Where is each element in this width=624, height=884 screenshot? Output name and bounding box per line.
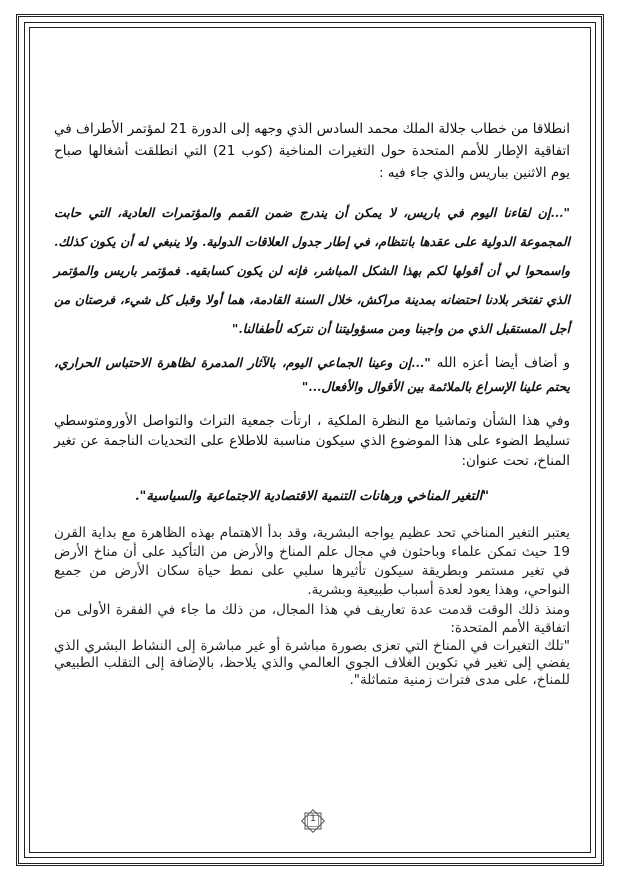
- added-prefix: و أضاف أيضا أعزه الله: [430, 355, 570, 371]
- context-paragraph: وفي هذا الشأن وتماشيا مع النظرة الملكية ، ارتأت جمعية التراث والتواصل الأورومتوسطي تسليط الضوء على هذا الموضوع الذي سيكون مناسبة للاطلاع على التحديات الناجمة عن تغير المناخ، تحت عنوان:: [54, 413, 570, 469]
- royal-speech-quote: "...إن لقاءنا اليوم في باريس، لا يمكن أن يندرج ضمن القمم والمؤتمرات العادية، التي حابت المجموعة الدولية على عقدها بانتظام، في إطار جدول العلاقات الدولية. ولا ينبغي له أن يكون كذلك. واسمحوا لي أن أقولها لكم بهذا الشكل المباشر، فإنه لن يكون كسابقيه. فمؤتمر باريس والمؤتمر الذي تفتخر بلادنا احتضانه بمدينة مراكش، خلال السنة القادمة، هما أولا وقبل كل شيء، فرصتان من أجل المستقبل الذي من واجبنا ومن مسؤوليتنا أن نتركه لأطفالنا.": [54, 205, 570, 336]
- climate-change-paragraph: يعتبر التغير المناخي تحد عظيم يواجه البشرية، وقد بدأ الاهتمام بهذه الظاهرة مع بداية القرن 19 حيث تمكن علماء وباحثون في مجال علم المناخ والأرض من التأكيد على أن مناخ الأرض في تغير مستمر وبطريقة سيكون تأثيرها سلبي على نمط حياة سكان الأرض من جميع النواحي، وهذا يعود لعدة أسباب طبيعية وبشرية.: [54, 525, 570, 598]
- document-body: [54, 118, 570, 689]
- added-quote: "...إن وعينا الجماعي اليوم، بالآثار المدمرة لظاهرة الاحتباس الحراري، يحتم علينا الإسراع بالملائمة بين الأقوال والأفعال...": [54, 355, 570, 394]
- intro-paragraph: انطلاقا من خطاب جلالة الملك محمد السادس الذي وجهه إلى الدورة 21 لمؤتمر الأطراف في اتفاقية الإطار للأمم المتحدة حول التغيرات المناخية (كوب 21) التي انطلقت أشغالها صباح يوم الاثنين بباريس والذي جاء فيه :: [54, 121, 570, 181]
- definitions-paragraph: ومنذ ذلك الوقت قدمت عدة تعاريف في هذا المجال، من ذلك ما جاء في الفقرة الأولى من اتفاقية الأمم المتحدة:: [54, 602, 570, 636]
- page-number-ornament: [298, 806, 328, 836]
- un-definition-quote: "تلك التغيرات في المناخ التي تعزى بصورة مباشرة أو غير مباشرة إلى النشاط البشري الذي يفضي إلى تغير في تكوين الغلاف الجوي العالمي والذي يلاحظ، بالإضافة إلى التقلب الطبيعي للمناخ، على مدى فترات زمنية متماثلة".: [54, 638, 570, 688]
- page-number: 1: [310, 814, 316, 824]
- event-title: "التغير المناخي ورهانات التنمية الاقتصادية الاجتماعية والسياسية".: [135, 489, 489, 504]
- added-statement: [54, 351, 570, 399]
